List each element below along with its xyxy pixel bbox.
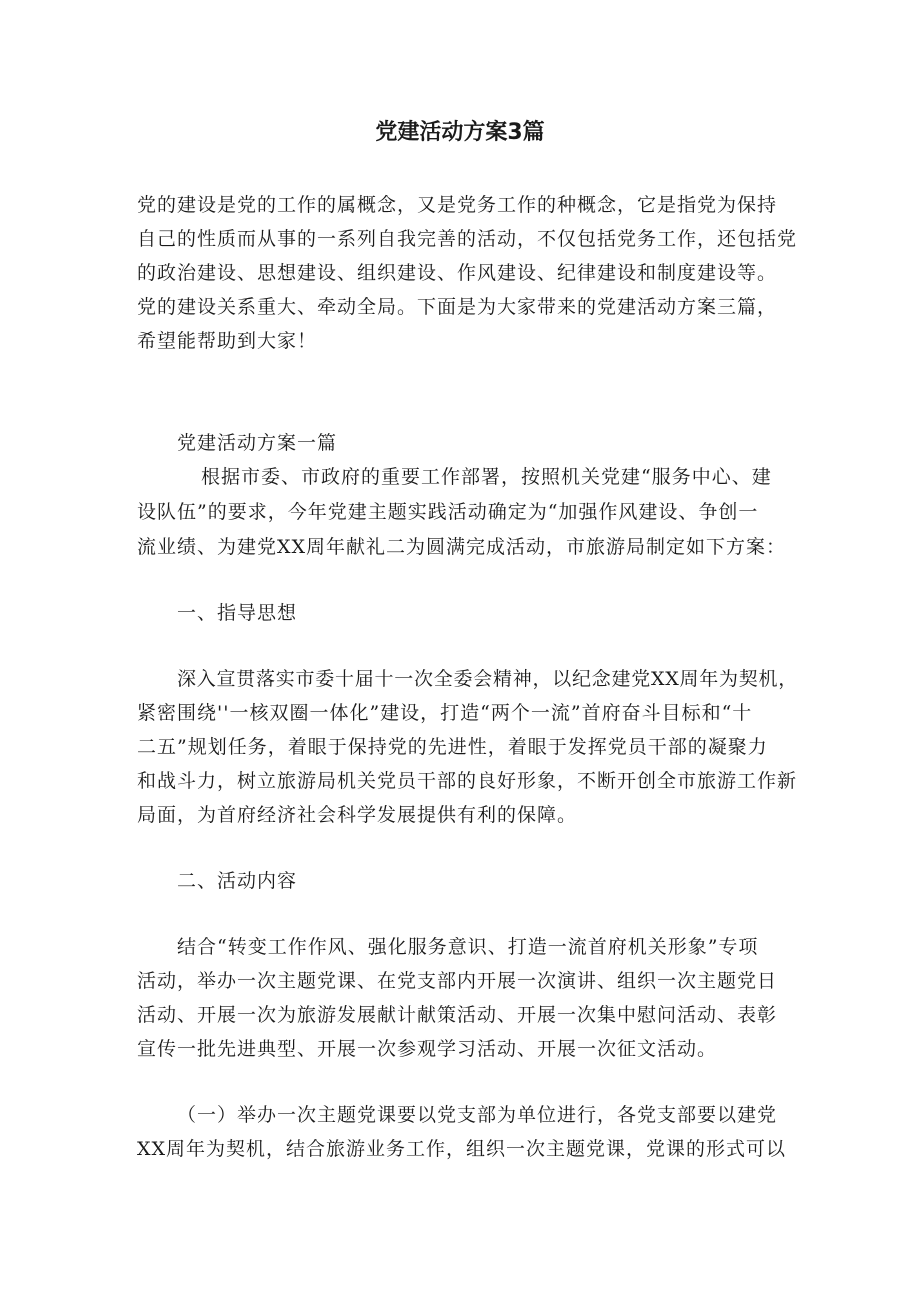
paragraph-line: 活动，举办一次主题党课、在党支部内开展一次演讲、组织一次主题党日: [137, 970, 778, 992]
paragraph-line: 紧密围绕''一核双圈一体化”建设，打造“两个一流”首府奋斗目标和“十: [137, 702, 753, 724]
paragraph-line: XX周年为契机，结合旅游业务工作，组织一次主题党课，党课的形式可以: [137, 1138, 787, 1160]
paragraph-line: 流业绩、为建党XX周年献礼二为圆满完成活动，市旅游局制定如下方案：: [137, 536, 787, 558]
paragraph-line: （一）举办一次主题党课要以党支部为单位进行，各党支部要以建党: [177, 1104, 778, 1126]
section-heading: 党建活动方案一篇: [177, 432, 338, 454]
paragraph-line: 和战斗力，树立旅游局机关党员干部的良好形象，不断开创全市旅游工作新: [137, 770, 798, 792]
intro-line: 党的建设是党的工作的属概念，又是党务工作的种概念，它是指党为保持: [137, 194, 778, 216]
paragraph-line: 深入宣贯落实市委十届十一次全委会精神，以纪念建党XX周年为契机，: [177, 668, 799, 690]
intro-line: 党的建设关系重大、牵动全局。下面是为大家带来的党建活动方案三篇，: [137, 296, 778, 318]
paragraph-line: 根据市委、市政府的重要工作部署，按照机关党建“服务中心、建: [201, 466, 772, 488]
subsection-heading: 一、指导思想: [177, 602, 298, 624]
intro-line: 希望能帮助到大家！: [137, 330, 318, 352]
paragraph-line: 宣传一批先进典型、开展一次参观学习活动、开展一次征文活动。: [137, 1038, 718, 1060]
paragraph-line: 二五”规划任务，着眼于保持党的先进性，着眼于发挥党员干部的凝聚力: [137, 736, 768, 758]
subsection-heading: 二、活动内容: [177, 870, 298, 892]
document-title: 党建活动方案3篇: [375, 120, 545, 145]
paragraph-line: 设队伍”的要求，今年党建主题实践活动确定为“加强作风建设、争创一: [137, 501, 759, 523]
intro-line: 自己的性质而从事的一系列自我完善的活动，不仅包括党务工作，还包括党: [137, 228, 798, 250]
paragraph-line: 局面，为首府经济社会科学发展提供有利的保障。: [137, 804, 578, 826]
intro-line: 的政治建设、思想建设、组织建设、作风建设、纪律建设和制度建设等。: [137, 262, 778, 284]
paragraph-line: 结合“转变工作作风、强化服务意识、打造一流首府机关形象”专项: [177, 936, 759, 958]
paragraph-line: 活动、开展一次为旅游发展献计献策活动、开展一次集中慰问活动、表彰: [137, 1004, 778, 1026]
